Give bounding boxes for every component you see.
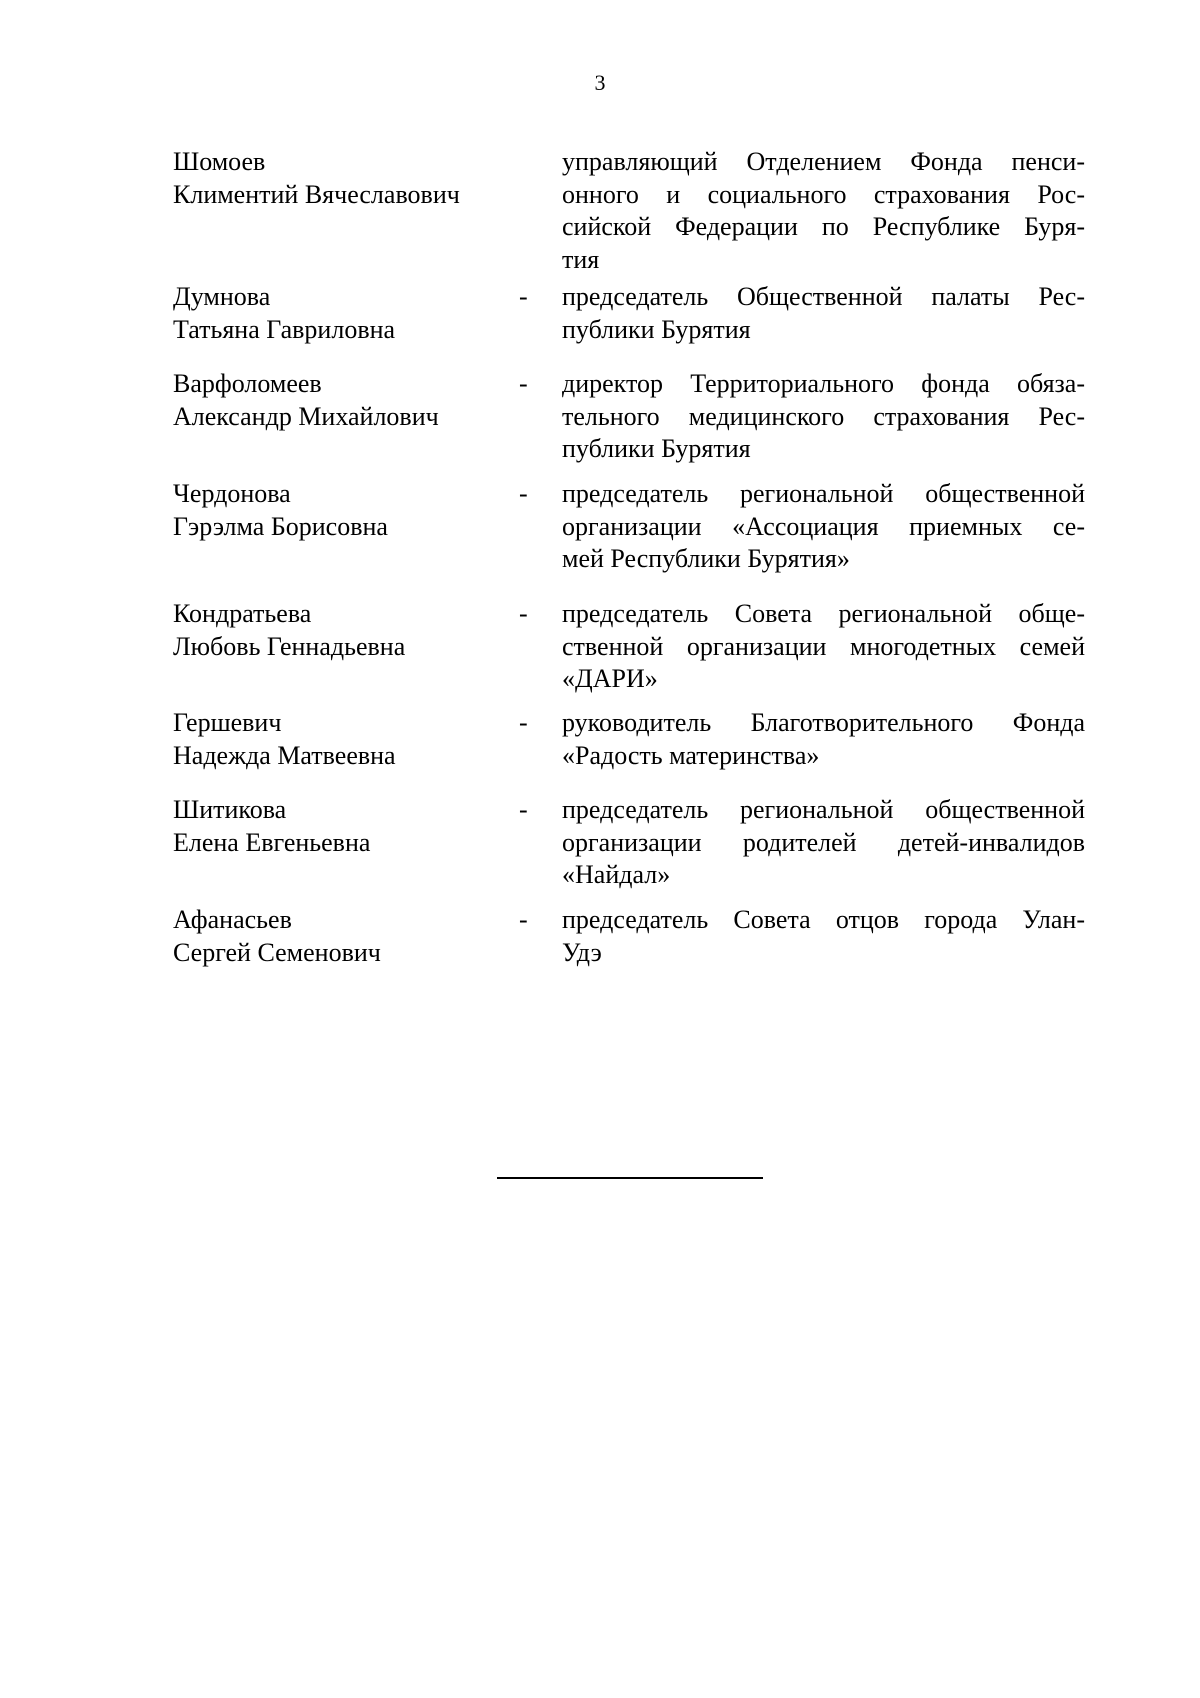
separator-dash: - xyxy=(519,795,528,824)
role-line: председатель Общественной палаты Рес- xyxy=(562,282,1085,311)
separator-dash: - xyxy=(519,708,528,737)
member-name xyxy=(173,146,460,211)
separator-dash: - xyxy=(519,905,528,934)
member-role xyxy=(562,478,1085,576)
role-line: «Найдал» xyxy=(562,860,671,889)
separator-dash: - xyxy=(519,479,528,508)
member-surname: Кондратьева xyxy=(173,599,312,628)
member-given-names: Любовь Геннадьевна xyxy=(173,631,406,661)
role-line: сийской Федерации по Республике Буря- xyxy=(562,212,1085,241)
member-surname: Афанасьев xyxy=(173,905,292,934)
separator-dash: - xyxy=(519,282,528,311)
member-role xyxy=(562,368,1085,466)
role-line: руководитель Благотворительного Фонда xyxy=(562,708,1085,737)
role-line: публики Бурятия xyxy=(562,314,751,344)
member-given-names: Сергей Семенович xyxy=(173,937,381,967)
member-name xyxy=(173,368,439,433)
page-number: 3 xyxy=(594,70,606,95)
role-line: «Радость материнства» xyxy=(562,740,820,770)
member-name xyxy=(173,904,381,969)
role-line: публики Бурятия xyxy=(562,434,751,463)
member-role xyxy=(562,146,1085,276)
member-role xyxy=(562,904,1085,969)
separator-dash: - xyxy=(519,599,528,628)
member-entry xyxy=(0,904,1200,1044)
member-given-names: Гэрэлма Борисовна xyxy=(173,511,388,541)
role-line: «ДАРИ» xyxy=(562,664,658,693)
role-line: управляющий Отделением Фонда пенси- xyxy=(562,147,1085,176)
member-role xyxy=(562,794,1085,892)
role-line: председатель региональной общественной xyxy=(562,479,1085,508)
member-name xyxy=(173,281,395,346)
role-line: ственной организации многодетных семей xyxy=(562,631,1085,661)
member-surname: Думнова xyxy=(173,282,271,311)
closing-rule xyxy=(497,1177,763,1179)
member-given-names: Надежда Матвеевна xyxy=(173,740,396,770)
role-line: онного и социального страхования Рос- xyxy=(562,179,1085,209)
member-name xyxy=(173,794,370,859)
member-given-names: Елена Евгеньевна xyxy=(173,827,371,857)
role-line: организации «Ассоциация приемных се- xyxy=(562,511,1085,541)
role-line: директор Территориального фонда обяза- xyxy=(562,369,1085,398)
member-role xyxy=(562,598,1085,696)
role-line: мей Республики Бурятия» xyxy=(562,544,850,573)
member-name xyxy=(173,707,396,772)
role-line: тия xyxy=(562,244,600,274)
member-entry xyxy=(0,478,1200,618)
member-surname: Гершевич xyxy=(173,708,282,737)
member-entry xyxy=(0,146,1200,286)
member-given-names: Климентий Вячеславович xyxy=(173,179,460,209)
member-role xyxy=(562,281,1085,346)
member-surname: Шомоев xyxy=(173,147,266,176)
member-surname: Чердонова xyxy=(173,479,291,508)
member-name xyxy=(173,478,388,543)
role-line: Удэ xyxy=(562,937,602,967)
member-surname: Варфоломеев xyxy=(173,369,322,398)
separator-dash: - xyxy=(519,369,528,398)
role-line: председатель Совета отцов города Улан- xyxy=(562,905,1085,934)
role-line: организации родителей детей-инвалидов xyxy=(562,827,1085,857)
role-line: председатель региональной общественной xyxy=(562,795,1085,824)
member-surname: Шитикова xyxy=(173,795,287,824)
member-given-names: Александр Михайлович xyxy=(173,401,439,431)
role-line: председатель Совета региональной обще- xyxy=(562,599,1085,628)
role-line: тельного медицинского страхования Рес- xyxy=(562,401,1085,431)
member-role xyxy=(562,707,1085,772)
member-given-names: Татьяна Гавриловна xyxy=(173,314,396,344)
member-name xyxy=(173,598,405,663)
